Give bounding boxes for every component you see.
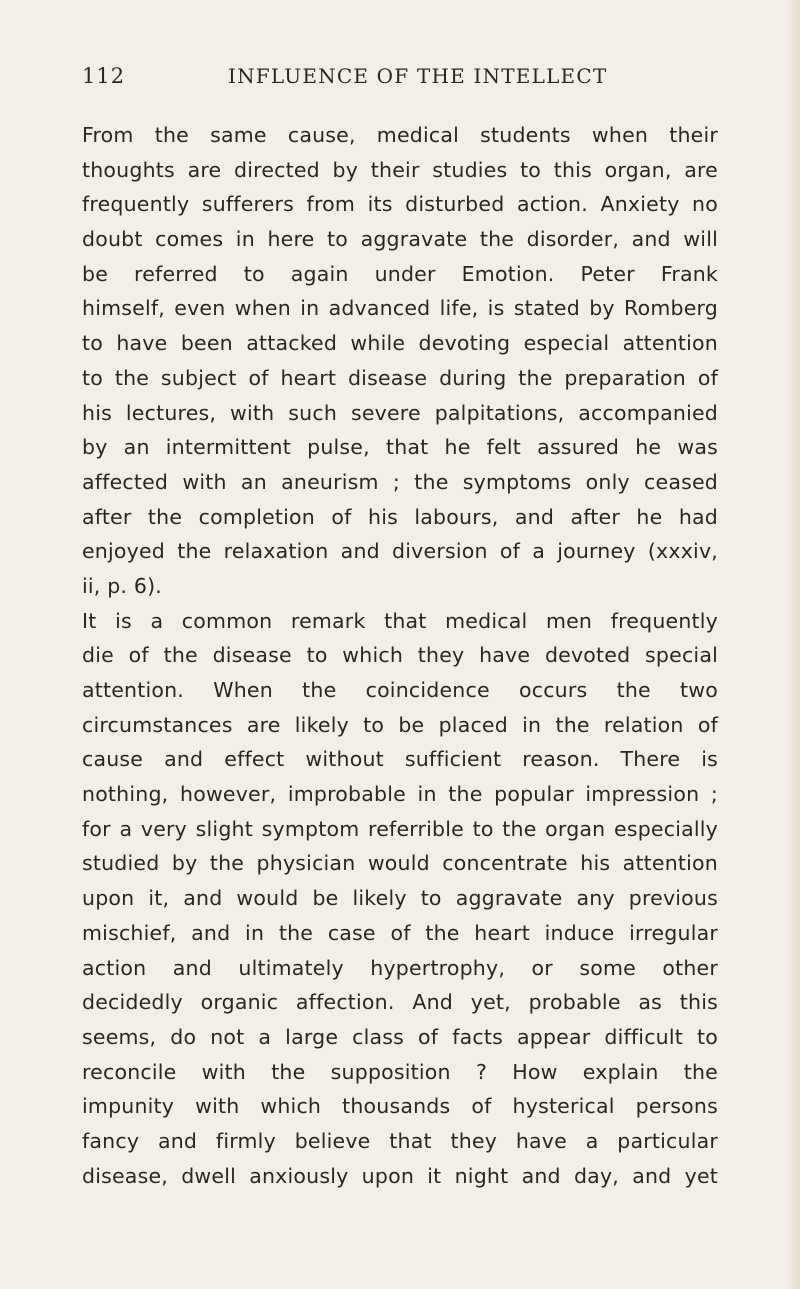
running-head: INFLUENCE OF THE INTELLECT [228, 64, 608, 88]
text-line: by an intermittent pulse, that he felt assured he was [82, 435, 718, 460]
paragraph-1 [82, 118, 718, 604]
page-number: 112 [82, 64, 126, 88]
body-text [82, 118, 718, 1193]
page-edge-shadow [786, 0, 800, 1289]
text-line: From the same cause, medical students when their [82, 123, 718, 147]
paragraph-2 [82, 604, 718, 1194]
text-line: fancy and firmly believe that they have a particular [82, 1128, 718, 1153]
text-line: upon it, and would be likely to aggravate any previous [82, 886, 718, 911]
text-line: for a very slight symptom referrible to the organ especially [82, 816, 718, 841]
text-line: disease, dwell anxiously upon it night and day, and yet [82, 1163, 718, 1188]
text-line: cause and effect without sufficient reason. There is [82, 747, 718, 772]
text-line: enjoyed the relaxation and diversion of a journey (xxxiv, [82, 539, 718, 564]
text-line: to have been attacked while devoting especial attention [82, 331, 718, 356]
text-line: affected with an aneurism ; the symptoms only ceased [82, 469, 718, 494]
text-line: ii, p. 6). [82, 573, 163, 598]
text-line: circumstances are likely to be placed in the relation of [82, 712, 718, 737]
text-line: decidedly organic affection. And yet, probable as this [82, 990, 718, 1015]
text-line: die of the disease to which they have devoted special [82, 643, 718, 668]
text-line: thoughts are directed by their studies to this organ, are [82, 157, 718, 182]
text-line: frequently sufferers from its disturbed action. Anxiety no [82, 192, 718, 217]
text-line: impunity with which thousands of hysterical persons [82, 1094, 718, 1119]
text-line: It is a common remark that medical men frequently [82, 608, 718, 633]
page-header [82, 64, 722, 94]
text-line: mischief, and in the case of the heart induce irregular [82, 920, 718, 945]
text-line: attention. When the coincidence occurs the two [82, 678, 718, 702]
text-line: after the completion of his labours, and after he had [82, 504, 718, 529]
text-line: studied by the physician would concentrate his attention [82, 851, 718, 876]
text-line: reconcile with the supposition ? How explain the [82, 1059, 718, 1084]
text-line: nothing, however, improbable in the popular impression ; [82, 782, 718, 807]
text-line: doubt comes in here to aggravate the disorder, and will [82, 227, 718, 252]
text-line: to the subject of heart disease during the preparation of [82, 365, 718, 390]
text-line: action and ultimately hypertrophy, or some other [82, 955, 718, 980]
text-line: seems, do not a large class of facts appear difficult to [82, 1024, 718, 1049]
text-line: his lectures, with such severe palpitations, accompanied [82, 400, 718, 425]
text-line: be referred to again under Emotion. Peter Frank [82, 261, 718, 286]
text-line: himself, even when in advanced life, is stated by Romberg [82, 296, 718, 321]
